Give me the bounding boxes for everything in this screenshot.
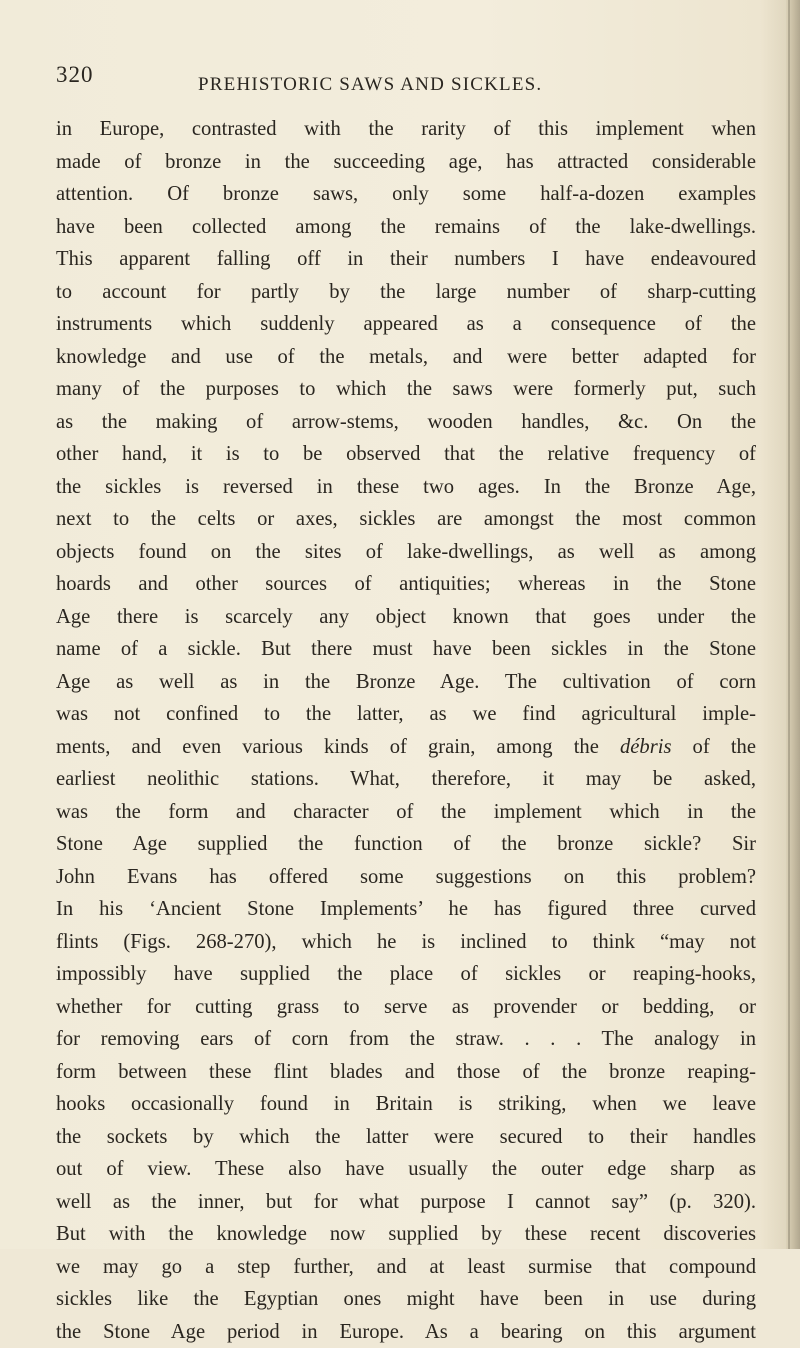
text-line-17: name of a sickle. But there must have been sickles in the Stone <box>56 633 756 666</box>
text-line-7: instruments which suddenly appeared as a consequence of the <box>56 308 756 341</box>
text-line-37: sickles like the Egyptian ones might have been in use during <box>56 1283 756 1316</box>
text-line-5: This apparent falling off in their numbers I have endeavoured <box>56 243 756 276</box>
text-line-25: In his ‘Ancient Stone Implements’ he has figured three curved <box>56 893 756 926</box>
text-line-6: to account for partly by the large number of sharp-cutting <box>56 276 756 309</box>
text-line-34: well as the inner, but for what purpose I cannot say” (p. 320). <box>56 1186 756 1219</box>
text-line-3: attention. Of bronze saws, only some half-a-dozen examples <box>56 178 756 211</box>
text-line-9: many of the purposes to which the saws were formerly put, such <box>56 373 756 406</box>
text-line-28: whether for cutting grass to serve as provender or bedding, or <box>56 991 756 1024</box>
text-line-16: Age there is scarcely any object known that goes under the <box>56 601 756 634</box>
text-line-21: earliest neolithic stations. What, therefore, it may be asked, <box>56 763 756 796</box>
text-line-22: was the form and character of the implement which in the <box>56 796 756 829</box>
text-line-27: impossibly have supplied the place of sickles or reaping-hooks, <box>56 958 756 991</box>
text-line-15: hoards and other sources of antiquities; whereas in the Stone <box>56 568 756 601</box>
running-title: PREHISTORIC SAWS AND SICKLES. <box>198 74 542 96</box>
text-line-12: the sickles is reversed in these two ages. In the Bronze Age, <box>56 471 756 504</box>
page-number: 320 <box>56 62 94 88</box>
text-line-30: form between these flint blades and those of the bronze reaping- <box>56 1056 756 1089</box>
text-line-23: Stone Age supplied the function of the bronze sickle? Sir <box>56 828 756 861</box>
text-line-38: the Stone Age period in Europe. As a bearing on this argument <box>56 1316 756 1348</box>
text-line-4: have been collected among the remains of the lake-dwellings. <box>56 211 756 244</box>
text-line-20 <box>56 731 756 764</box>
text-line-10: as the making of arrow-stems, wooden handles, &c. On the <box>56 406 756 439</box>
text-line-19: was not confined to the latter, as we find agricultural imple- <box>56 698 756 731</box>
text-line-20-end: of the <box>671 736 756 758</box>
text-line-13: next to the celts or axes, sickles are amongst the most common <box>56 503 756 536</box>
body-text <box>56 113 756 1348</box>
page-edge-line <box>788 0 790 1249</box>
text-line-8: knowledge and use of the metals, and were better adapted for <box>56 341 756 374</box>
text-line-26: flints (Figs. 268-270), which he is inclined to think “may not <box>56 926 756 959</box>
page-header <box>56 62 756 102</box>
text-line-33: out of view. These also have usually the outer edge sharp as <box>56 1153 756 1186</box>
text-line-2: made of bronze in the succeeding age, has attracted considerable <box>56 146 756 179</box>
text-line-11: other hand, it is to be observed that the relative frequency of <box>56 438 756 471</box>
text-line-35: But with the knowledge now supplied by these recent discoveries <box>56 1218 756 1251</box>
text-line-36: we may go a step further, and at least surmise that compound <box>56 1251 756 1284</box>
text-line-14: objects found on the sites of lake-dwellings, as well as among <box>56 536 756 569</box>
italic-word: débris <box>620 736 671 758</box>
text-line-32: the sockets by which the latter were secured to their handles <box>56 1121 756 1154</box>
text-line-31: hooks occasionally found in Britain is striking, when we leave <box>56 1088 756 1121</box>
text-line-29: for removing ears of corn from the straw. . . . The analogy in <box>56 1023 756 1056</box>
text-line-20-start: ments, and even various kinds of grain, among the <box>56 736 620 758</box>
text-line-24: John Evans has offered some suggestions on this problem? <box>56 861 756 894</box>
text-line-18: Age as well as in the Bronze Age. The cultivation of corn <box>56 666 756 699</box>
text-line-1: in Europe, contrasted with the rarity of this implement when <box>56 113 756 146</box>
